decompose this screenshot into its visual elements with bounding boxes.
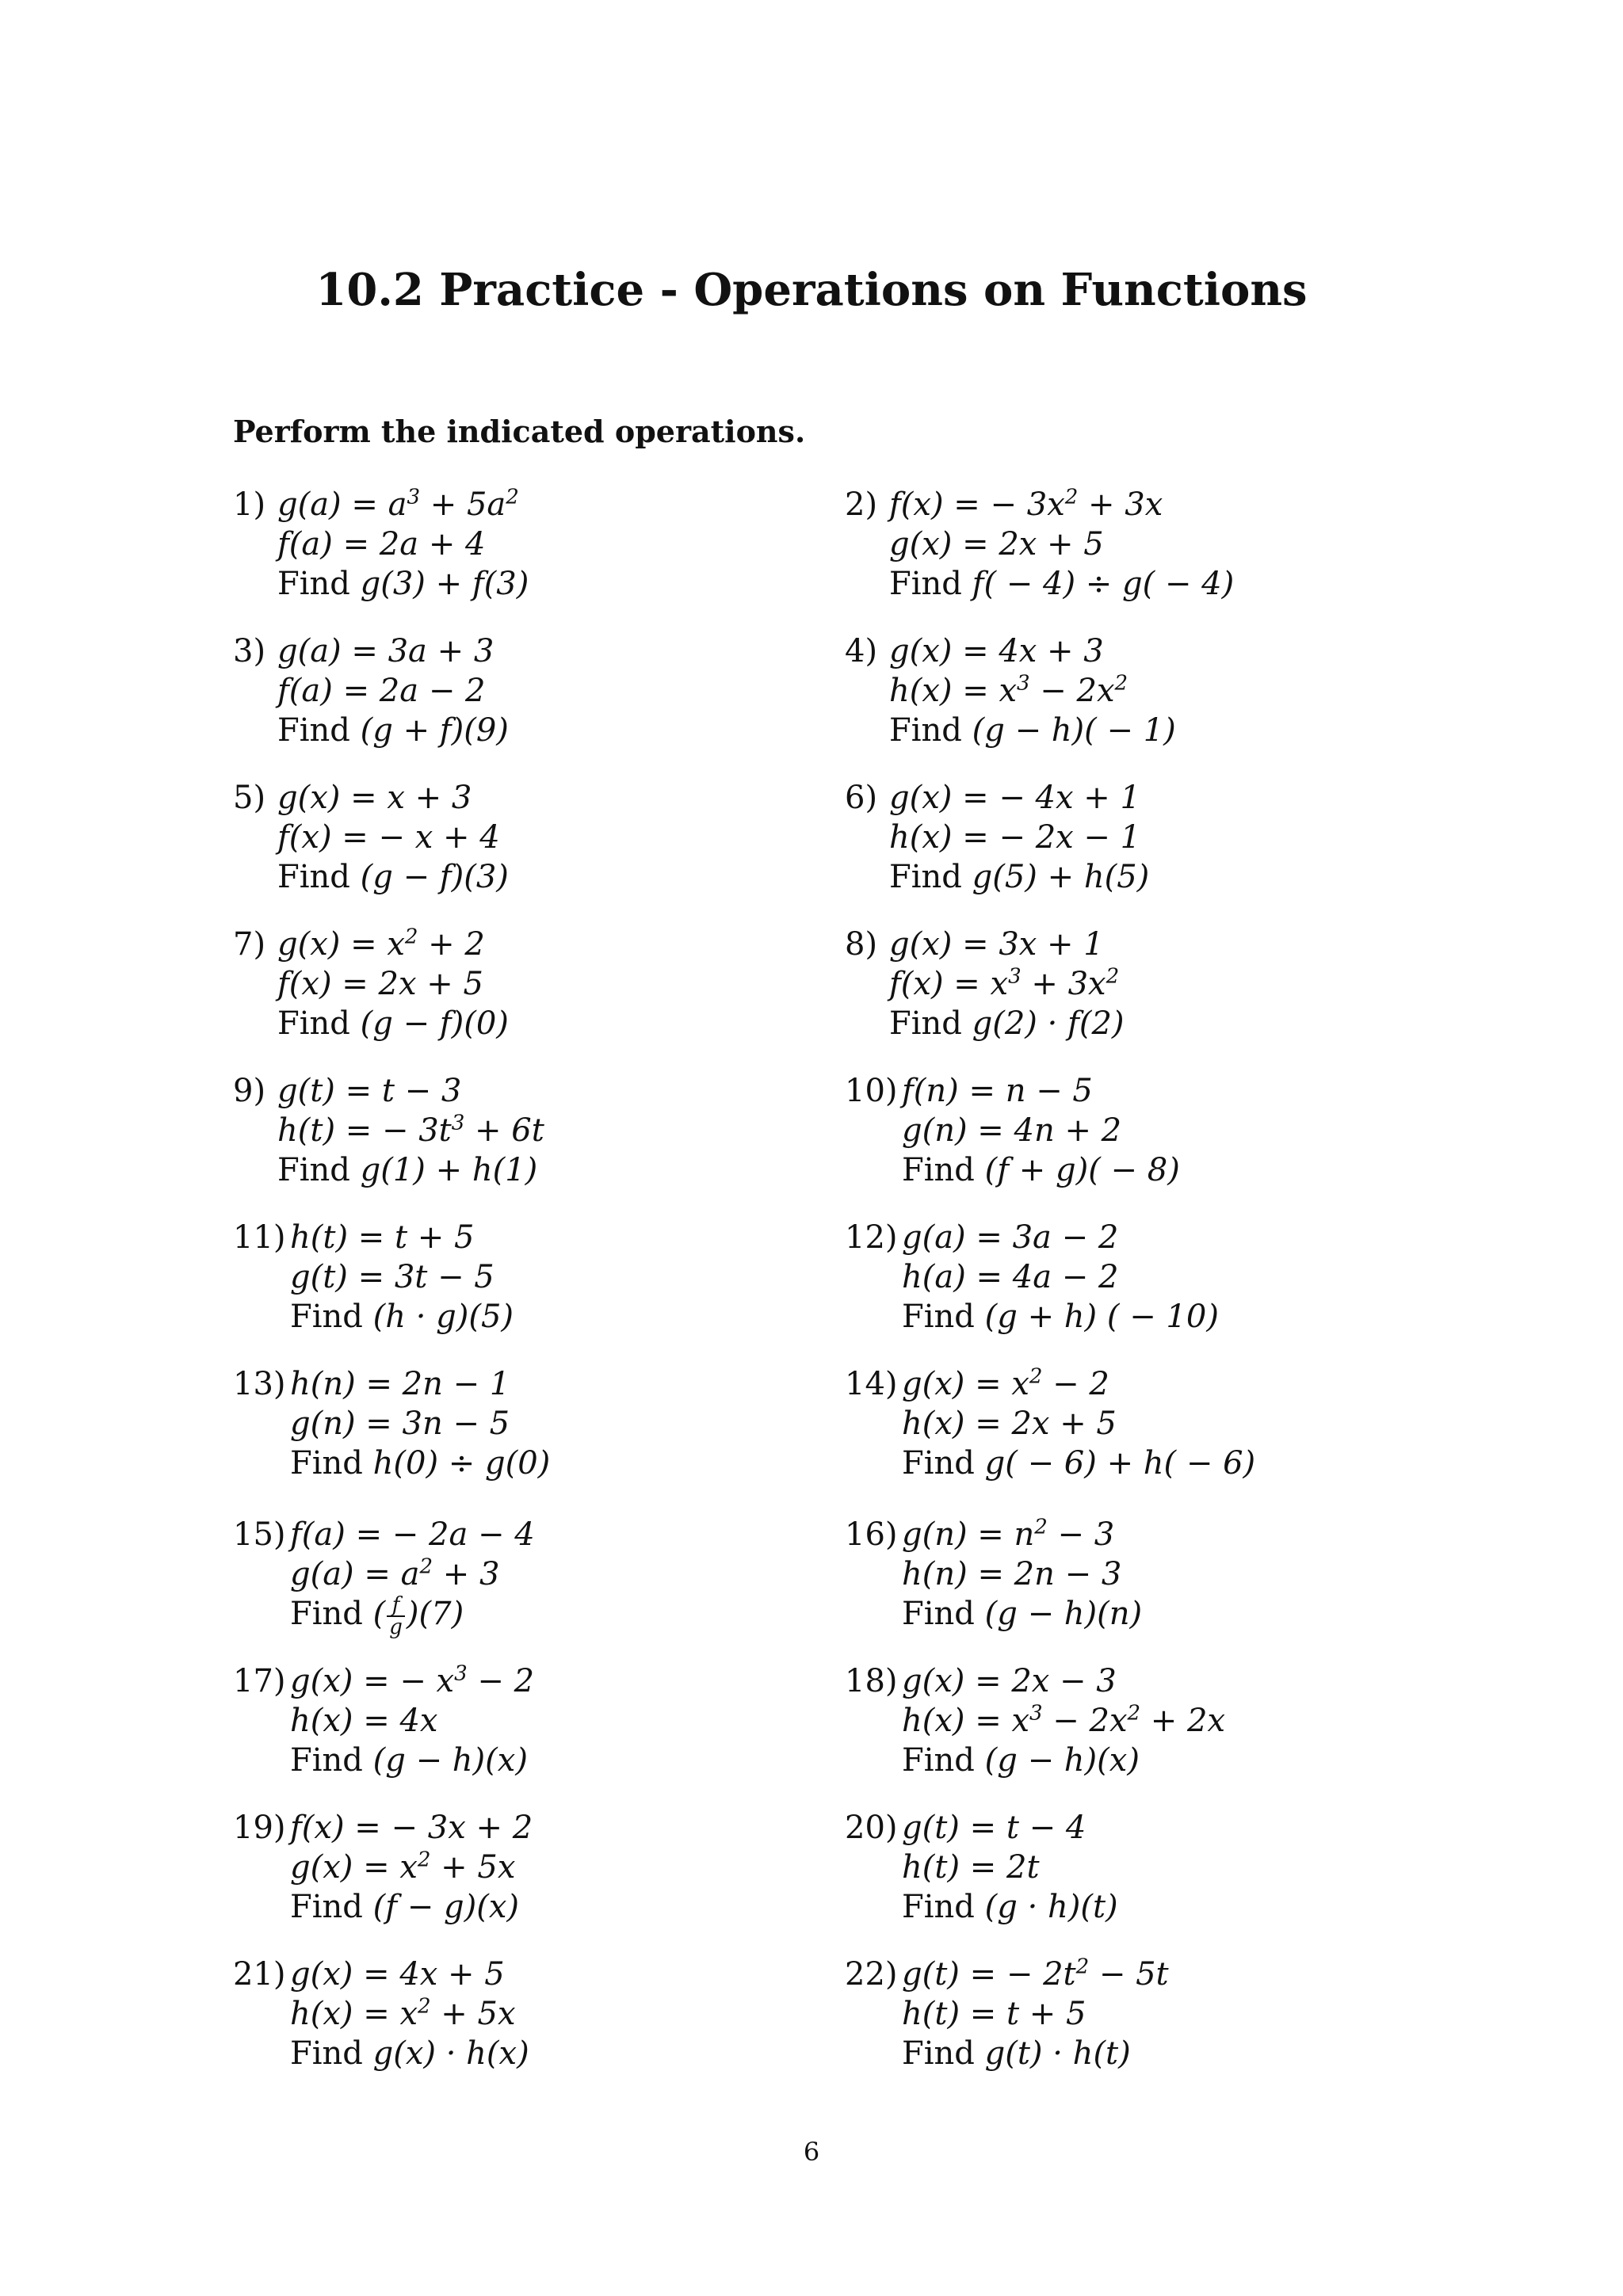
function-definition <box>845 1071 1180 1111</box>
find-expression <box>233 1444 550 1483</box>
function-text: h(x) = 2x + 5 <box>902 1405 1117 1442</box>
problem-18 <box>845 1661 1225 1780</box>
function-text: f(x) = − $3x^2 + 3x$ <box>889 485 1163 523</box>
function-definition <box>233 485 529 524</box>
find-text: Find (f + g)( − 8) <box>902 1152 1180 1188</box>
function-text: g(x) = 4x + 3 <box>889 633 1104 669</box>
function-definition <box>845 1848 1118 1887</box>
find-expression <box>233 1593 535 1639</box>
function-definition <box>845 1554 1142 1594</box>
function-text: g(x) = − 4x + 1 <box>889 780 1140 816</box>
problem-number: 7) <box>233 926 266 963</box>
problem-number: 11) <box>233 1219 286 1256</box>
function-text: f(n) = n − 5 <box>902 1073 1093 1109</box>
function-definition <box>233 1661 534 1701</box>
function-text: g(a) = 3a + 3 <box>277 633 495 669</box>
find-expression <box>845 857 1149 897</box>
find-text: Find (h · g)(5) <box>290 1299 514 1335</box>
find-expression <box>233 2034 529 2073</box>
find-text: Find (g − h)(x) <box>902 1742 1140 1779</box>
problem-number: 2) <box>845 486 878 523</box>
function-definition <box>233 671 509 711</box>
find-text: Find g(x) · h(x) <box>290 2035 529 2072</box>
function-text: f(a) = 2a + 4 <box>277 526 486 563</box>
function-definition <box>845 1808 1118 1848</box>
problem-number: 16) <box>845 1516 898 1553</box>
function-definition <box>845 1515 1142 1554</box>
problem-number: 17) <box>233 1663 286 1699</box>
function-text: f(x) = − x + 4 <box>277 819 500 856</box>
function-definition <box>845 1111 1180 1150</box>
problem-19 <box>233 1808 533 1927</box>
find-text: Find g(3) + f(3) <box>277 566 529 602</box>
function-definition <box>845 1701 1225 1741</box>
problem-9 <box>233 1071 544 1190</box>
find-text: Find (g + h) ( − 10) <box>902 1299 1219 1335</box>
function-definition <box>845 964 1125 1004</box>
function-text: h(n) = 2n − 3 <box>902 1556 1122 1592</box>
problem-16 <box>845 1515 1142 1634</box>
function-definition <box>233 925 509 964</box>
find-expression <box>845 1297 1219 1337</box>
function-definition <box>845 925 1125 964</box>
function-text: $g(x) = x^2 + 5x$ <box>290 1848 516 1886</box>
function-text: $f(x) = x^3 + 3x^2$ <box>889 964 1120 1002</box>
problem-number: 10) <box>845 1073 898 1109</box>
function-text: h(x) = 4x <box>290 1703 438 1739</box>
function-text: h(t) = t + 5 <box>902 1996 1086 2032</box>
function-text: h(t) = − $3t^3 + 6t$ <box>277 1111 544 1149</box>
function-text: f(a) = 2a − 2 <box>277 673 486 709</box>
function-definition <box>845 1257 1219 1297</box>
function-text: $h(x) = x^3 - 2x^2 + 2x$ <box>902 1701 1226 1739</box>
function-text: $g(n) = n^2 - 3$ <box>902 1515 1115 1553</box>
function-definition <box>845 524 1234 564</box>
find-text: Find (g − h)(n) <box>902 1596 1143 1632</box>
function-definition <box>233 1364 550 1404</box>
problem-22 <box>845 1955 1169 2073</box>
function-text: g(t) = t − 3 <box>277 1073 462 1109</box>
function-definition <box>845 1994 1169 2034</box>
find-expression <box>845 2034 1169 2073</box>
problem-11 <box>233 1218 514 1337</box>
problem-6 <box>845 778 1149 897</box>
function-text: h(x) = − 2x − 1 <box>889 819 1141 856</box>
problem-1 <box>233 485 529 604</box>
find-text: Find (g − h)(x) <box>290 1742 528 1779</box>
find-expression <box>845 1150 1180 1190</box>
function-definition <box>233 1218 514 1257</box>
function-definition <box>233 1808 533 1848</box>
problem-2 <box>845 485 1234 604</box>
function-text: h(t) = t + 5 <box>290 1219 475 1256</box>
function-text: g(t) = − $2t^2 - 5t$ <box>902 1955 1169 1993</box>
find-text: Find h(0) ÷ g(0) <box>290 1445 551 1482</box>
function-definition <box>233 964 509 1004</box>
find-expression <box>845 1741 1225 1780</box>
find-text: Find g(1) + h(1) <box>277 1152 538 1188</box>
function-text: $g(x) = x^2 - 2$ <box>902 1364 1109 1402</box>
function-text: $h(x) = x^2 + 5x$ <box>290 1994 516 2032</box>
problem-number: 13) <box>233 1366 286 1402</box>
function-definition <box>845 1661 1225 1701</box>
problem-number: 3) <box>233 633 266 669</box>
function-text: f(x) = 2x + 5 <box>277 966 483 1002</box>
problem-number: 15) <box>233 1516 286 1553</box>
function-definition <box>233 1515 535 1554</box>
function-definition <box>845 818 1149 857</box>
problem-13 <box>233 1364 550 1483</box>
problem-number: 22) <box>845 1956 898 1993</box>
function-definition <box>233 1994 529 2034</box>
function-text: h(t) = 2t <box>902 1849 1040 1886</box>
problem-number: 9) <box>233 1073 266 1109</box>
function-text: f(x) = − 3x + 2 <box>290 1810 533 1846</box>
problem-4 <box>845 631 1176 750</box>
problem-number: 5) <box>233 780 266 816</box>
function-text: g(x) = x + 3 <box>277 780 472 816</box>
find-text: Find (g · h)(t) <box>902 1889 1118 1925</box>
function-text: h(a) = 4a − 2 <box>902 1259 1119 1295</box>
problem-15 <box>233 1515 535 1639</box>
problem-14 <box>845 1364 1255 1483</box>
find-expression <box>845 1004 1125 1043</box>
function-definition <box>845 1404 1255 1444</box>
find-expression <box>233 857 509 897</box>
find-text: Find g(5) + h(5) <box>889 859 1150 895</box>
find-expression <box>233 1741 534 1780</box>
function-text: g(x) = 4x + 5 <box>290 1956 505 1993</box>
find-text: Find (g + f)(9) <box>277 712 509 749</box>
find-expression <box>845 711 1176 750</box>
function-definition <box>233 1257 514 1297</box>
function-definition <box>233 1554 535 1594</box>
function-definition <box>233 1848 533 1887</box>
find-text: Find (f − g)(x) <box>290 1889 519 1925</box>
function-definition <box>233 1404 550 1444</box>
problem-number: 12) <box>845 1219 898 1256</box>
find-text: Find g( − 6) + h( − 6) <box>902 1445 1256 1482</box>
function-definition <box>845 485 1234 524</box>
function-definition <box>233 818 509 857</box>
problem-21 <box>233 1955 529 2073</box>
find-expression <box>233 711 509 750</box>
function-definition <box>845 1955 1169 1994</box>
function-text: g(x) = 3x + 1 <box>889 926 1104 963</box>
problem-number: 14) <box>845 1366 898 1402</box>
find-expression <box>233 1887 533 1927</box>
problem-number: 18) <box>845 1663 898 1699</box>
function-text: g(x) = 2x + 5 <box>889 526 1104 563</box>
function-text: g(x) = 2x − 3 <box>902 1663 1117 1699</box>
page-number: 6 <box>803 2137 820 2167</box>
find-text: Find (g − f)(0) <box>277 1005 509 1042</box>
function-text: g(a) = 3a − 2 <box>902 1219 1119 1256</box>
problem-5 <box>233 778 509 897</box>
function-text: g(n) = 3n − 5 <box>290 1405 510 1442</box>
find-text: Find g(t) · h(t) <box>902 2035 1131 2072</box>
find-expression <box>233 564 529 604</box>
page-title: 10.2 Practice - Operations on Functions <box>315 264 1308 316</box>
function-text: f(a) = − 2a − 4 <box>290 1516 535 1553</box>
problem-number: 19) <box>233 1810 286 1846</box>
problem-7 <box>233 925 509 1043</box>
function-text: g(n) = 4n + 2 <box>902 1112 1122 1149</box>
instructions: Perform the indicated operations. <box>233 414 806 449</box>
find-text: Find g(2) · f(2) <box>889 1005 1125 1042</box>
function-definition <box>845 1218 1219 1257</box>
function-definition <box>233 1071 544 1111</box>
find-expression <box>845 564 1234 604</box>
problem-10 <box>845 1071 1180 1190</box>
find-text: Find (g − f)(3) <box>277 859 509 895</box>
find-expression <box>845 1444 1255 1483</box>
problem-17 <box>233 1661 534 1780</box>
function-definition <box>233 1955 529 1994</box>
function-definition <box>845 778 1149 818</box>
find-text: Find ( $\frac{f}{g}$ )(7) <box>290 1593 464 1639</box>
problem-number: 6) <box>845 780 878 816</box>
function-definition <box>845 671 1176 711</box>
function-definition <box>233 778 509 818</box>
problem-number: 1) <box>233 486 266 523</box>
function-definition <box>233 524 529 564</box>
find-expression <box>233 1150 544 1190</box>
function-text: g(t) = 3t − 5 <box>290 1259 495 1295</box>
find-expression <box>233 1297 514 1337</box>
find-expression <box>845 1594 1142 1634</box>
function-text: $g(x) = x^2 + 2$ <box>277 925 485 963</box>
problem-8 <box>845 925 1125 1043</box>
function-definition <box>233 1111 544 1150</box>
problem-number: 4) <box>845 633 878 669</box>
function-definition <box>845 631 1176 671</box>
problem-number: 21) <box>233 1956 286 1993</box>
function-text: $g(a) = a^2 + 3$ <box>290 1554 500 1592</box>
find-expression <box>233 1004 509 1043</box>
problem-number: 20) <box>845 1810 898 1846</box>
find-text: Find (g − h)( − 1) <box>889 712 1176 749</box>
function-text: h(n) = 2n − 1 <box>290 1366 510 1402</box>
find-text: Find f( − 4) ÷ g( − 4) <box>889 566 1235 602</box>
problem-3 <box>233 631 509 750</box>
function-text: $h(x) = x^3 - 2x^2$ <box>889 671 1128 709</box>
function-text: $g(a) = a^3 + 5a^2$ <box>277 485 519 523</box>
function-text: g(x) = − $x^3 - 2$ <box>290 1661 535 1699</box>
find-expression <box>845 1887 1118 1927</box>
problem-20 <box>845 1808 1118 1927</box>
function-definition <box>233 631 509 671</box>
function-definition <box>233 1701 534 1741</box>
problem-12 <box>845 1218 1219 1337</box>
function-definition <box>845 1364 1255 1404</box>
function-text: g(t) = t − 4 <box>902 1810 1086 1846</box>
problem-number: 8) <box>845 926 878 963</box>
